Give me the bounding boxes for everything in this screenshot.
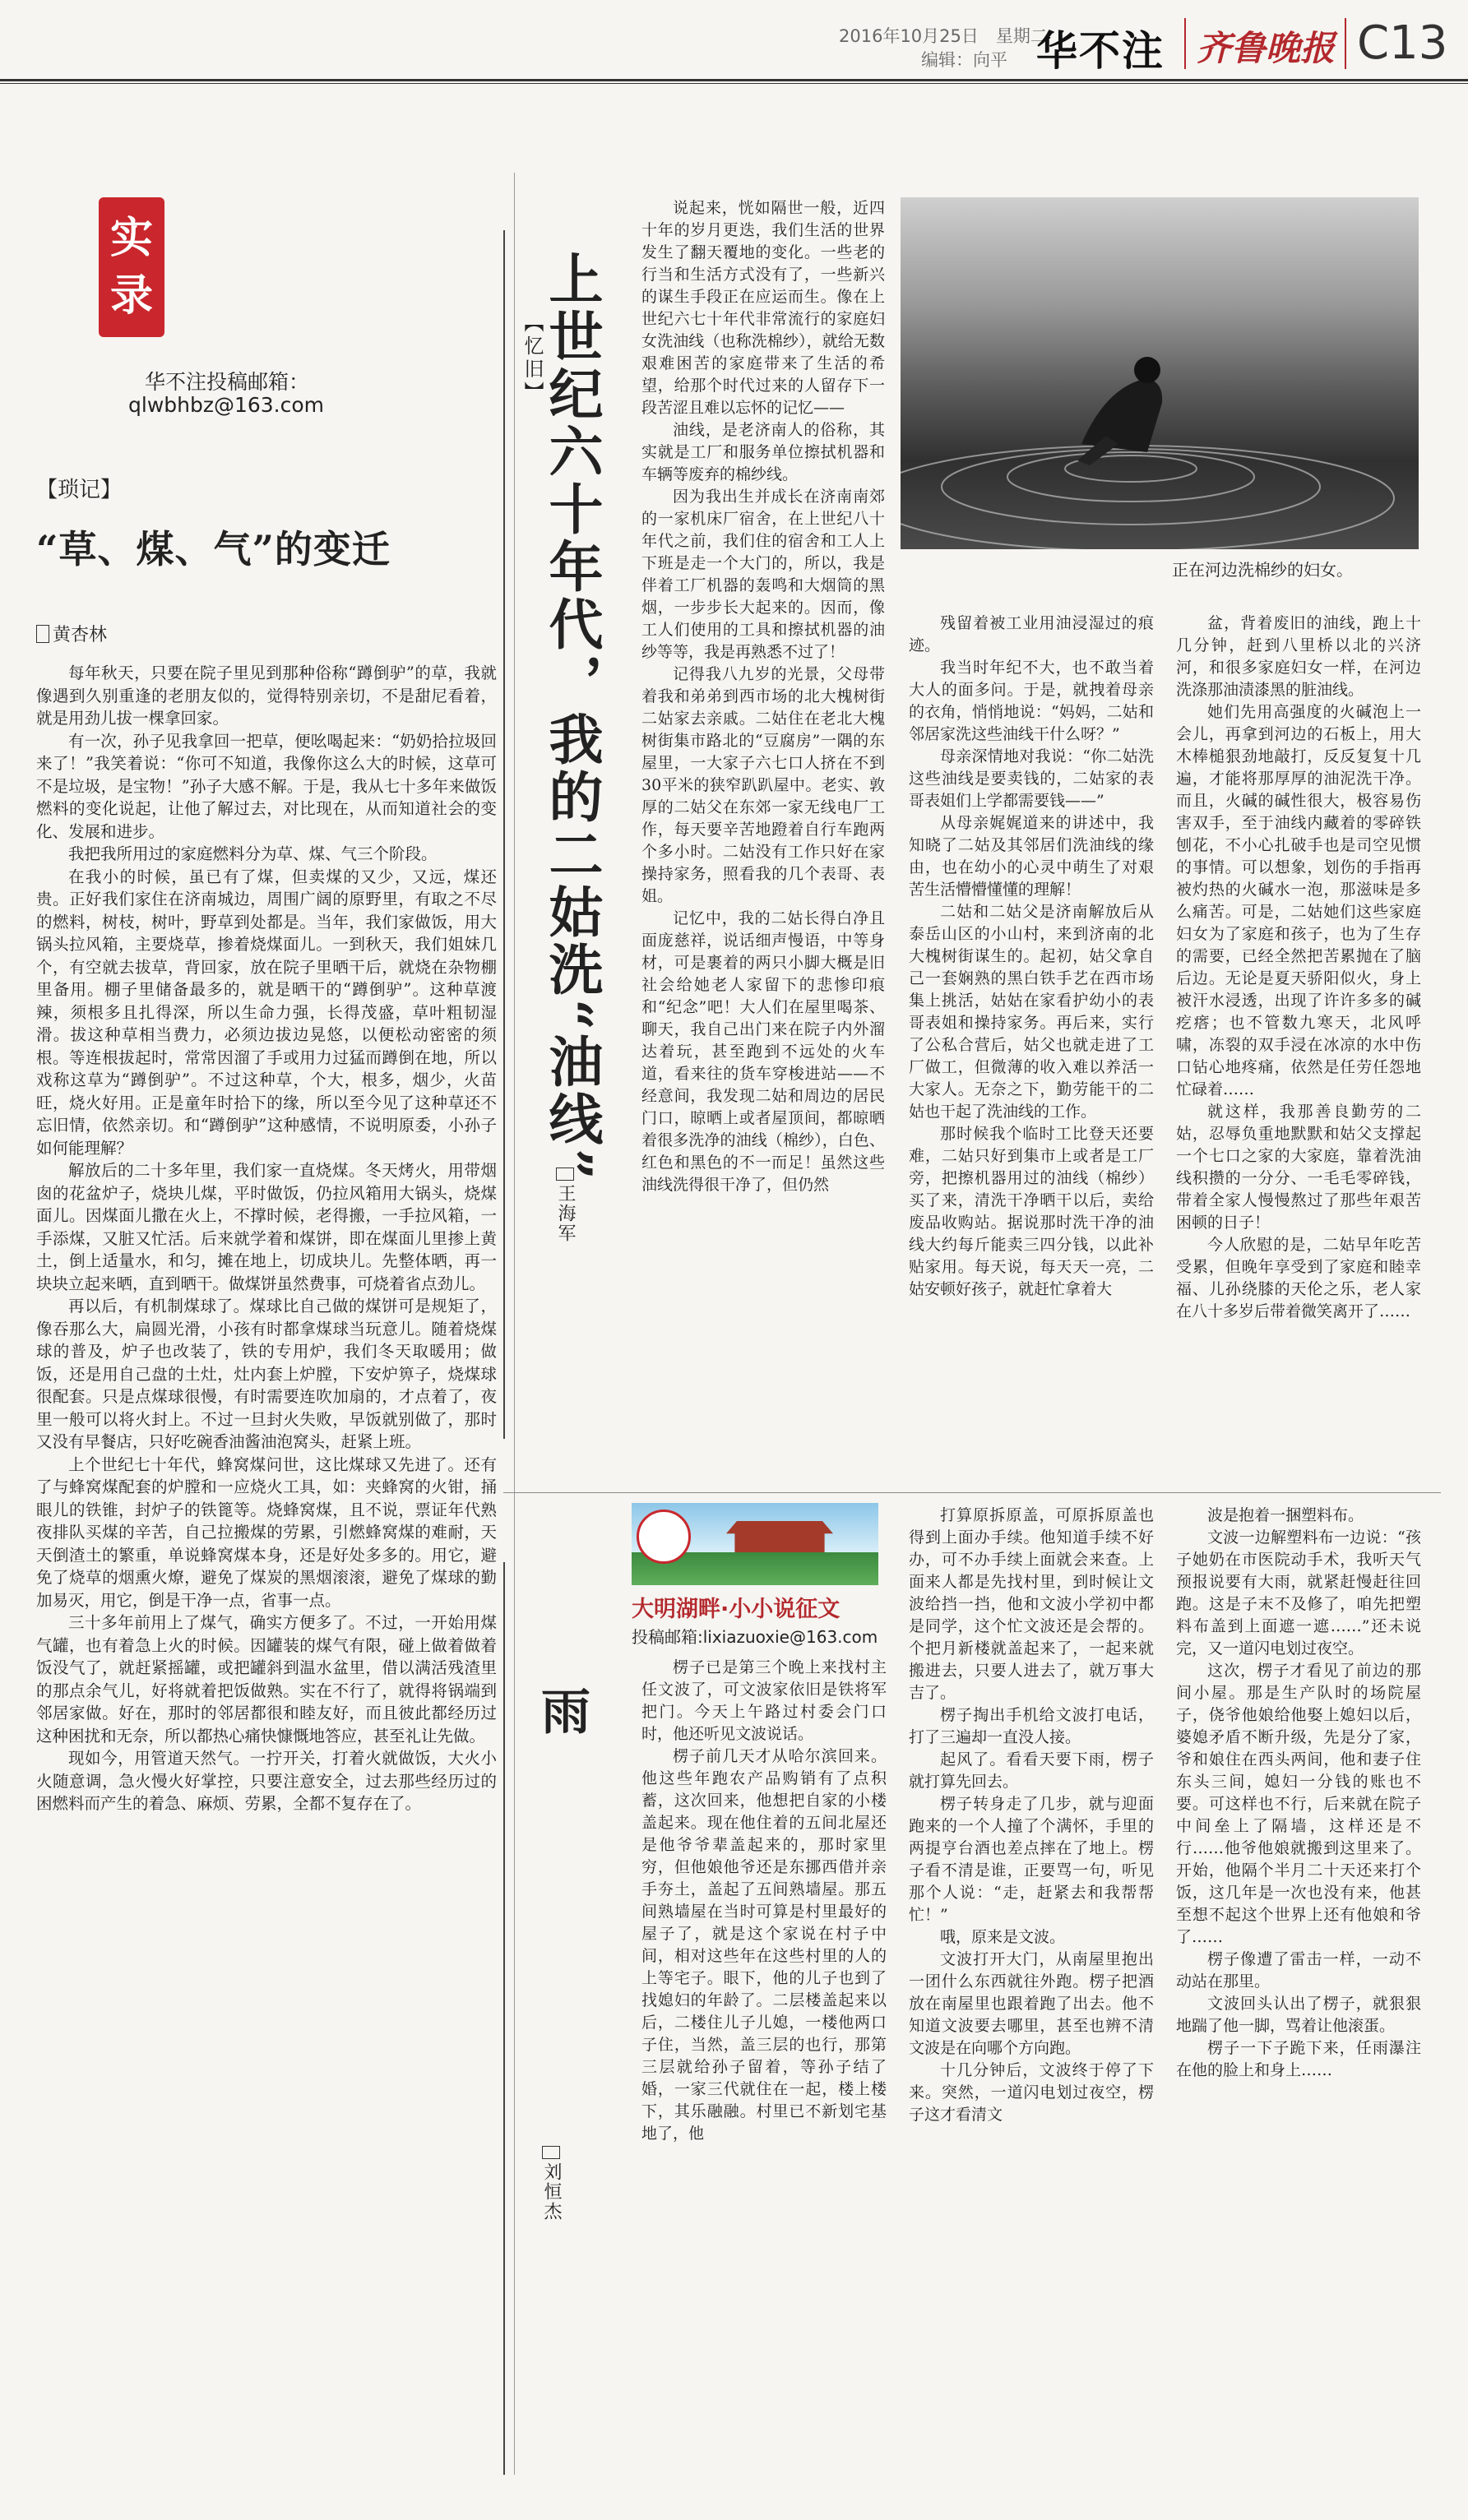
article-tag: 【琐记】 [36, 478, 123, 502]
paragraph: 残留着被工业用油浸湿过的痕迹。 [909, 614, 1154, 654]
paragraph: 楞子已是第三个晚上来找村主任文波了，可文波家依旧是铁将军把门。今天上午路过村委会门口时，他还听见文波说话。 [641, 1658, 887, 1743]
article-title: 上世纪六十年代，我的二姑洗“油线” [540, 251, 604, 1183]
paragraph: 记忆中，我的二姑长得白净且面庞慈祥，说话细声慢语，中等身材，可是裹着的两只小脚大概是旧社会给她老人家留下的悲惨印痕和“纪念”吧！大人们在屋里喝茶、聊天，我自己出门来在院子内外溜达着玩，甚至跑到不远处的火车道，看来往的货车穿梭进站——不经意间，我发现二姑和周边的居民门口，晾晒上或者屋顶间，都晾晒着很多洗净的油线（棉纱），白色、红色和黑色的不一而足！虽然这些油线洗得很干净了，但仍然 [641, 909, 885, 1194]
paragraph: 楞子一下子跪下来，任雨瀑注在他的脸上和身上…… [1176, 2039, 1421, 2079]
article-title: “草、煤、气”的变迁 [36, 527, 391, 571]
paragraph: 那时候我个临时工比登天还要难，二姑只好到集市上或者是工厂旁，把擦机器用过的油线（棉纱）买了来，清洗干净晒干以后，卖给废品收购站。据说那时洗干净的油线大约每斤能卖三四分钱，以此补贴家用。每天说，每天天一亮，二姑安顿好孩子，就赶忙拿着大 [909, 1125, 1154, 1298]
paragraph: 每年秋天，只要在院子里见到那种俗称“蹲倒驴”的草，我就像遇到久别重逢的老朋友似的，觉得特别亲切，不是甜尼看着，就是用劲儿拔一棵拿回家。 [36, 664, 497, 728]
article-column [1176, 1505, 1421, 2471]
paragraph: 这次，楞子才看见了前边的那间小屋。那是生产队时的场院屋子，侥爷他娘给他娶上媳妇以后，婆媳矛盾不断升级，先是分了家，爷和娘住在西头两间，他和妻子住东头三间，媳妇一分钱的账也不要。可这样也不行，后来就在院子中间垒上了隔墙，这样还是不行……他爷他娘就搬到这里来了。开始，他隔个半月二十天还来打个饭，这几年是一次也没有来，他甚至想不起这个世界上还有他娘和爷了…… [1176, 1662, 1421, 1946]
paragraph: 因为我出生并成长在济南南郊的一家机床厂宿舍，在上世纪八十年代之前，我们住的宿舍和工人上下班是走一个大门的，所以，我是伴着工厂机器的轰鸣和大烟筒的黑烟，一步步长大起来的。因而，像工人们使用的工具和擦拭机器的油纱等等，我是再熟悉不过了！ [641, 488, 885, 661]
contest-banner-image [632, 1503, 878, 1589]
paragraph: 解放后的二十多年里，我们家一直烧煤。冬天烤火，用带烟囱的花盆炉子，烧块儿煤，平时做饭，仍拉风箱用大锅头，烧煤面儿。因煤面儿撒在火上，不撑时候，老得搬，一手拉风箱，一手添煤，又脏又忙活。后来就学着和煤饼，即在煤面儿里掺上黄土，倒上适量水，和匀，摊在地上，切成块儿。先整体晒，再一块块立起来晒，直到晒干。做煤饼虽然费事，可烧着省点劲儿。 [36, 1161, 497, 1293]
page-number: C13 [1357, 16, 1448, 70]
paragraph: 油线，是老济南人的俗称，其实就是工厂和服务单位擦拭机器和车辆等废弃的棉纱线。 [641, 421, 885, 483]
header-rule [0, 83, 1468, 84]
paragraph: 打算原拆原盖，可原拆原盖也得到上面办手续。他知道手续不好办，可不办手续上面就会来查。上面来人都是先找村里，到时候让文波给挡一挡，他和文波小学初中都是同学，这个忙文波还是会帮的。个把月新楼就盖起来了，一起来就搬进去，只要人进去了，就万事大吉了。 [909, 1506, 1154, 1702]
submission-label: 华不注投稿邮箱： [145, 370, 310, 394]
column-seal [99, 197, 164, 337]
paragraph: 再以后，有机制煤球了。煤球比自己做的煤饼可是规矩了，像吞那么大，扁圆光滑，小孩有时都拿煤球当玩意儿。随着烧煤球的普及，炉子也改装了，铁的专用炉，我们冬天取暖用；做饭，还是用自己盘的土灶，灶内套上炉膛，下安炉箅子，烧煤球很配套。只是点煤球很慢，有时需要连吹加扇的，才点着了，夜里一般可以将火封上。不过一旦封火失败，早饭就别做了，那时又没有早餐店，只好吃碗香油酱油泡窝头，赶紧上班。 [36, 1297, 497, 1451]
paragraph: 说起来，恍如隔世一般，近四十年的岁月更迭，我们生活的世界发生了翻天覆地的变化。一些老的行当和生活方式没有了，一些新兴的谋生手段正在应运而生。像在上世纪六七十年代非常流行的家庭妇女洗油线（也称洗棉纱），就给无数艰难困苦的家庭带来了生活的希望，给那个时代过来的人留存下一段苦涩且难以忘怀的记忆—— [641, 199, 885, 417]
article-column [909, 613, 1154, 1476]
paragraph: 盆，背着废旧的油线，跑上十几分钟，赶到八里桥以北的兴济河，和很多家庭妇女一样，在河边洗涤那油渍漆黑的脏油线。 [1176, 614, 1421, 699]
paragraph: 今人欣慰的是，二姑早年吃苦受累，但晚年享受到了家庭和睦幸福、儿孙绕膝的天伦之乐，老人家在八十多岁后带着微笑离开了…… [1176, 1236, 1421, 1320]
article-author: 黄杏林 [36, 621, 107, 646]
paragraph: 楞子像遭了雷击一样，一动不动站在那里。 [1176, 1950, 1421, 1991]
paragraph: 记得我八九岁的光景，父母带着我和弟弟到西市场的北大槐树街二姑家去亲戚。二姑住在老北大槐树街集市路北的“豆腐房”一隅的东屋里，一大家子六七口人挤在不到30平米的狭窄趴趴屋中。老实、敦厚的二姑父在东郊一家无线电厂工作，每天要辛苦地蹬着自行车跑两个多小时。二姑没有工作只好在家操持家务，照看我的几个表哥、表姐。 [641, 665, 885, 905]
article-title: 雨 [533, 1685, 590, 1735]
paragraph: 现如今，用管道天然气。一拧开关，打着火就做饭，大火小火随意调，急火慢火好掌控，只要注意安全，过去那些经历过的困燃料而产生的着急、麻烦、劳累，全都不复存在了。 [36, 1749, 497, 1813]
paragraph: 我当时年纪不大，也不敢当着大人的面多问。于是，就拽着母亲的衣角，悄悄地说：“妈妈，二姑和邻居家洗这些油线干什么呀？” [909, 659, 1154, 743]
contest-title: 大明湖畔·小小说征文 [632, 1597, 841, 1622]
article-column [909, 1505, 1154, 2471]
article-body [36, 662, 497, 2483]
paragraph: 文波打开大门，从南屋里抱出一团什么东西就往外跑。楞子把酒放在南屋里也跟着跑了出去。他不知道文波要去哪里，甚至也辨不清文波是在向哪个方向跑。 [909, 1950, 1154, 2057]
seal-char: 录 [109, 270, 153, 321]
article-column [641, 197, 885, 1455]
photo-illustration [901, 197, 1419, 549]
contest-emblem-icon [637, 1510, 691, 1564]
header-rule [0, 79, 1468, 81]
photo-caption: 正在河边洗棉纱的妇女。 [1172, 560, 1353, 580]
paragraph: 波是抱着一捆塑料布。 [1207, 1506, 1364, 1524]
newspaper-logo: 齐鲁晚报 [1197, 28, 1336, 68]
issue-date: 2016年10月25日 星期二 [839, 26, 1048, 46]
paragraph: 三十多年前用上了煤气，确实方便多了。不过，一开始用煤气罐，也有着急上火的时候。因罐装的煤气有限，碰上做着做着饭没气了，就赶紧摇罐，或把罐斜到温水盆里，借以满活残渣里的那点余气儿，好将就着把饭做熟。实在不行了，就得将锅端到邻居家做。好在，那时的邻居都很和睦友好，而且彼此都经历过这种困扰和无奈，所以都热心痛快慷慨地答应，甚至礼让先做。 [36, 1613, 497, 1746]
paragraph: 母亲深情地对我说：“你二姑洗这些油线是要卖钱的，二姑家的表哥表姐们上学都需要钱——” [909, 747, 1154, 810]
paragraph: 文波一边解塑料布一边说：“孩子她奶在市医院动手术，我听天气预报说要有大雨，就紧赶慢赶往回跑。这是子末不及修了，咱先把塑料布盖到上面遮一遮……”还未说完，又一道闪电划过夜空。 [1176, 1528, 1421, 1658]
paragraph: 哦，原来是文波。 [940, 1928, 1066, 1946]
article-tag: 【忆旧】 [521, 312, 544, 405]
editor-credit: 编辑：向平 [921, 50, 1007, 70]
section-divider [503, 1492, 1441, 1493]
paragraph: 上个世纪七十年代，蜂窝煤问世，这比煤球又先进了。还有了与蜂窝煤配套的炉膛和一应烧火工具，如：夹蜂窝的火钳，捅眼儿的铁锥，封炉子的铁篦等。烧蜂窝煤，且不说，票证年代熟夜排队买煤的辛苦，自己拉搬煤的劳累，引燃蜂窝煤的难耐，天天倒渣土的繁重，单说蜂窝煤本身，还是好处多多的。用它，避免了烧草的烟熏火燎，避免了煤炭的黑烟滚滚，避免了煤球的勤加易灭，用它，倒是干净一点，省事一点。 [36, 1454, 497, 1610]
article-author: 刘恒杰 [539, 2146, 564, 2222]
paragraph: 从母亲娓娓道来的讲述中，我知晓了二姑及其邻居们洗油线的缘由，也在幼小的心灵中萌生了对艰苦生活懵懵懂懂的理解！ [909, 814, 1154, 899]
paragraph: 起风了。看看天要下雨，楞子就打算先回去。 [909, 1750, 1154, 1791]
article-author: 王海军 [553, 1168, 578, 1243]
river-washing-photo [901, 197, 1419, 549]
header-divider [1184, 18, 1186, 69]
paragraph: 楞子前几天才从哈尔滨回来。他这些年跑农产品购销有了点积蓄，这次回来，他想把自家的小楼盖起来。现在他住着的五间北屋还是他爷爷辈盖起来的，那时家里穷，但他娘他爷还是东挪西借并亲手夯土，盖起了五间熟墙屋。那五间熟墙屋在当时可算是村里最好的屋子了，就是这个家说在村子中间，相对这些年在这些村里的人的上等宅子。眼下，他的儿子也到了找媳妇的年龄了。二层楼盖起来以后，二楼住儿子儿媳，一楼他两口子住，当然，盖三层的也行，那第三层就给孙子留着，等孙子结了婚，一家三代就住在一起，楼上楼下，其乐融融。村里已不新划宅基地了，他 [641, 1747, 887, 2143]
paragraph: 十几分钟后，文波终于停了下来。突然，一道闪电划过夜空，楞子这才看清文 [909, 2061, 1154, 2124]
paragraph: 楞子转身走了几步，就与迎面跑来的一个人撞了个满怀，手里的两提亨台酒也差点摔在了地上。楞子看不清是谁，正要骂一句，听见那个人说：“走，赶紧去和我帮帮忙！” [909, 1795, 1154, 1924]
article-column [641, 1657, 887, 2471]
paragraph: 二姑和二姑父是济南解放后从泰岳山区的小山村，来到济南的北大槐树街谋生的。起初，姑父拿自己一套娴熟的黑白铁手艺在西市场集上挑活，姑姑在家看护幼小的表哥表姐和操持家务。再后来，实行了公私合营后，姑父也就走进了工厂做工，但微薄的收入难以养活一大家人。无奈之下，勤劳能干的二姑也干起了洗油线的工作。 [909, 903, 1154, 1121]
paragraph: 就这样，我那善良勤劳的二姑，忍辱负重地默默和姑父支撑起一个七口之家的大家庭，靠着洗油线积攒的一分分、一毛毛零碎钱，带着全家人慢慢熬过了那些年艰苦困顿的日子！ [1176, 1103, 1421, 1232]
paragraph: 文波回头认出了楞子，就狠狠地踹了他一脚，骂着让他滚蛋。 [1176, 1995, 1421, 2035]
paragraph: 我把我所用过的家庭燃料分为草、煤、气三个阶段。 [68, 844, 438, 863]
contest-email[interactable]: 投稿邮箱:lixiazuoxie@163.com [632, 1627, 878, 1647]
submission-email[interactable]: qlwbhbz@163.com [128, 393, 325, 417]
article-column [1176, 613, 1421, 1476]
paragraph: 在我小的时候，虽已有了煤，但卖煤的又少，又远，煤还贵。正好我们家住在济南城边，周围广阔的原野里，有取之不尽的燃料，树枝，树叶，野草到处都是。当年，我们家做饭，用大锅头拉风箱，主要烧草，掺着烧煤面儿。一到秋天，我们姐妹几个，有空就去拔草，背回家，放在院子里晒干后，就烧在杂物棚里备用。棚子里储备最多的，就是晒干的“蹲倒驴”。这种草渡辣，须根多且扎得深，所以生命力强，长得茂盛，草叶粗韧湿滑。拔这种草相当费力，必须边拔边晃悠，以便松动密密的须根。等连根拔起时，常常因溜了手或用力过猛而蹲倒在地，所以戏称这草为“蹲倒驴”。不过这种草，个大，根多，烟少，火苗旺，烧火好用。正是童年时拾下的缘，所以至今见了这种草还不忘旧情，依然亲切。和“蹲倒驴”这种感情，不说明原委，小孙子如何能理解？ [36, 867, 497, 1158]
seal-char: 实 [109, 213, 153, 263]
paragraph: 她们先用高强度的火碱泡上一会儿，再拿到河边的石板上，用大木棒槌狠劲地敲打，反反复复十几遍，才能将那厚厚的油泥洗干净。而且，火碱的碱性很大，极容易伤害双手，至于油线内藏着的零碎铁刨花，不小心扎破手也是司空见惯的事情。可以想象，划伤的手指再被灼热的火碱水一泡，那滋味是多么痛苦。可是，二姑她们这些家庭妇女为了家庭和孩子，也为了生存的需要，已经全然把苦累抛在了脑后边。无论是夏天骄阳似火，身上被汗水浸透，出现了许许多多的碱疙瘩；也不管数九寒天，北风呼啸，冻裂的双手浸在冰凉的水中伤口钻心地疼痛，依然是任劳任怨地忙碌着…… [1176, 703, 1421, 1098]
paragraph: 有一次，孙子见我拿回一把草，便吆喝起来：“奶奶拾拉圾回来了！”我笑着说：“你可不知道，我像你这么大的时候，这草可不是垃圾，是宝物！”孙子大感不解。于是，我从七十多年来做饭燃料的变化说起，让他了解过去，对比现在，从而知道社会的变化、发展和进步。 [36, 731, 497, 841]
section-name: 华不注 [1036, 27, 1165, 75]
header-divider [1345, 18, 1346, 69]
pavilion-icon [726, 1521, 833, 1552]
paragraph: 楞子掏出手机给文波打电话，打了三遍却一直没人接。 [909, 1706, 1154, 1746]
